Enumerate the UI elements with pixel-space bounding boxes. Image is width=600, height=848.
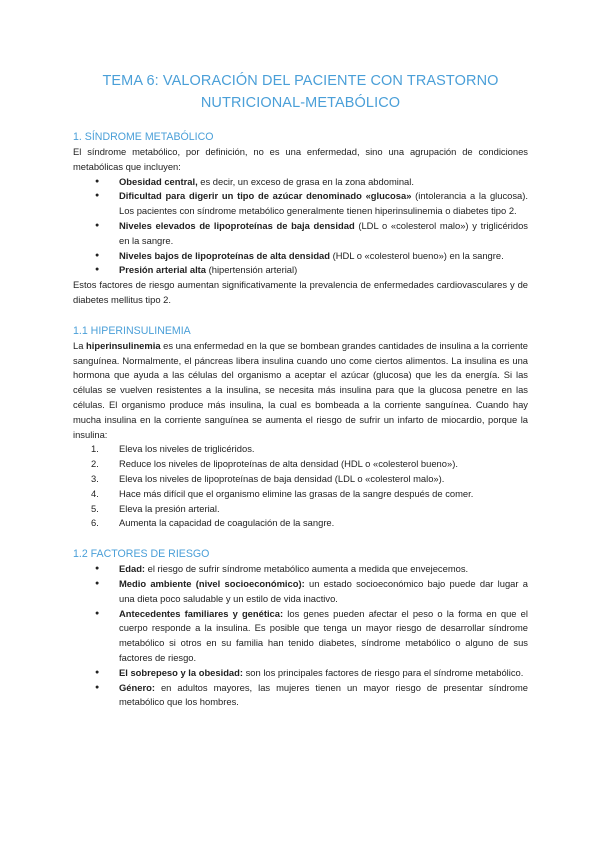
list-item: ● Presión arterial alta (hipertensión arterial) bbox=[110, 263, 528, 278]
document-title bbox=[73, 70, 528, 114]
list-item: ● Medio ambiente (nivel socioeconómico): un estado socioeconómico bajo puede dar lugar a una dieta poco saludable y un estilo de vida inactivo. bbox=[110, 577, 528, 607]
condition-list bbox=[73, 175, 528, 279]
title-line-2: NUTRICIONAL-METABÓLICO bbox=[200, 95, 401, 111]
list-item: ● Género: en adultos mayores, las mujeres tienen un mayor riesgo de presentar síndrome metabólico que los hombres. bbox=[110, 681, 528, 711]
list-item: 4. Hace más difícil que el organismo elimine las grasas de la sangre después de comer. bbox=[91, 487, 474, 499]
list-item: 3. Eleva los niveles de lipoproteínas de baja densidad (LDL o «colesterol malo»). bbox=[91, 472, 445, 484]
section-factores-de-riesgo bbox=[73, 547, 528, 710]
section-sindrome-metabolico bbox=[73, 130, 528, 308]
section-paragraph: La hiperinsulinemia es una enfermedad en la que se bombean grandes cantidades de insulina a la corriente sanguínea. Normalmente, el páncreas libera insulina cuando uno come ciertos alimentos. La insulina es una hormona que ayuda a las células del organismo a aceptar el azúcar (glucosa) que les da energía. Si las células se vuelven resistentes a la insulina, se necesita más insulina para que la glucosa penetre en las células. El organismo produce más insulina, la cual es bombeada a la corriente sanguínea. Cuando hay mucha insulina en la corriente sanguínea se aumenta el riesgo de sufrir un infarto de miocardio, porque la insulina: bbox=[73, 339, 528, 440]
list-item: 1. Eleva los niveles de triglicéridos. bbox=[91, 443, 255, 455]
list-item: ● Antecedentes familiares y genética: los genes pueden afectar el peso o la forma en que el cuerpo responde a la insulina. Es posible que tenga un mayor riesgo de desarrollar síndrome metabólico si otros en su familia han tenido diabetes, síndrome metabólico o alguno de sus factores de riesgo. bbox=[110, 607, 528, 666]
section-intro: El síndrome metabólico, por definición, no es una enfermedad, sino una agrupación de condiciones metabólicas que incluyen: bbox=[73, 146, 528, 172]
list-item: ● Dificultad para digerir un tipo de azúcar denominado «glucosa» (intolerancia a la glucosa). Los pacientes con síndrome metabólico generalmente tienen hiperinsulinemia o diabetes tipo 2. bbox=[110, 189, 528, 219]
list-item: ● Niveles bajos de lipoproteínas de alta densidad (HDL o «colesterol bueno») en la sangre. bbox=[110, 249, 528, 264]
section-outro: Estos factores de riesgo aumentan significativamente la prevalencia de enfermedades cardiovasculares y de diabetes mellitus tipo 2. bbox=[73, 279, 528, 305]
list-item: ● Niveles elevados de lipoproteínas de baja densidad (LDL o «colesterol malo») y triglicéridos en la sangre. bbox=[110, 219, 528, 249]
section-heading: 1.2 FACTORES DE RIESGO bbox=[73, 548, 210, 561]
section-heading: 1.1 HIPERINSULINEMIA bbox=[73, 324, 191, 337]
list-item: ● El sobrepeso y la obesidad: son los principales factores de riesgo para el síndrome metabólico. bbox=[110, 666, 528, 681]
list-item: 2. Reduce los niveles de lipoproteínas de alta densidad (HDL o «colesterol bueno»). bbox=[91, 458, 458, 470]
risk-factor-list bbox=[73, 562, 528, 710]
section-hiperinsulinemia bbox=[73, 324, 528, 531]
section-heading: 1. SÍNDROME METABÓLICO bbox=[73, 131, 214, 143]
list-item: ● Obesidad central, es decir, un exceso de grasa en la zona abdominal. bbox=[110, 175, 528, 190]
effects-list bbox=[73, 442, 528, 531]
title-line-1: TEMA 6: VALORACIÓN DEL PACIENTE CON TRASTORNO bbox=[102, 73, 499, 89]
list-item: ● Edad: el riesgo de sufrir síndrome metabólico aumenta a medida que envejecemos. bbox=[110, 562, 528, 577]
list-item: 5. Eleva la presión arterial. bbox=[91, 502, 220, 514]
list-item: 6. Aumenta la capacidad de coagulación de la sangre. bbox=[91, 517, 335, 529]
